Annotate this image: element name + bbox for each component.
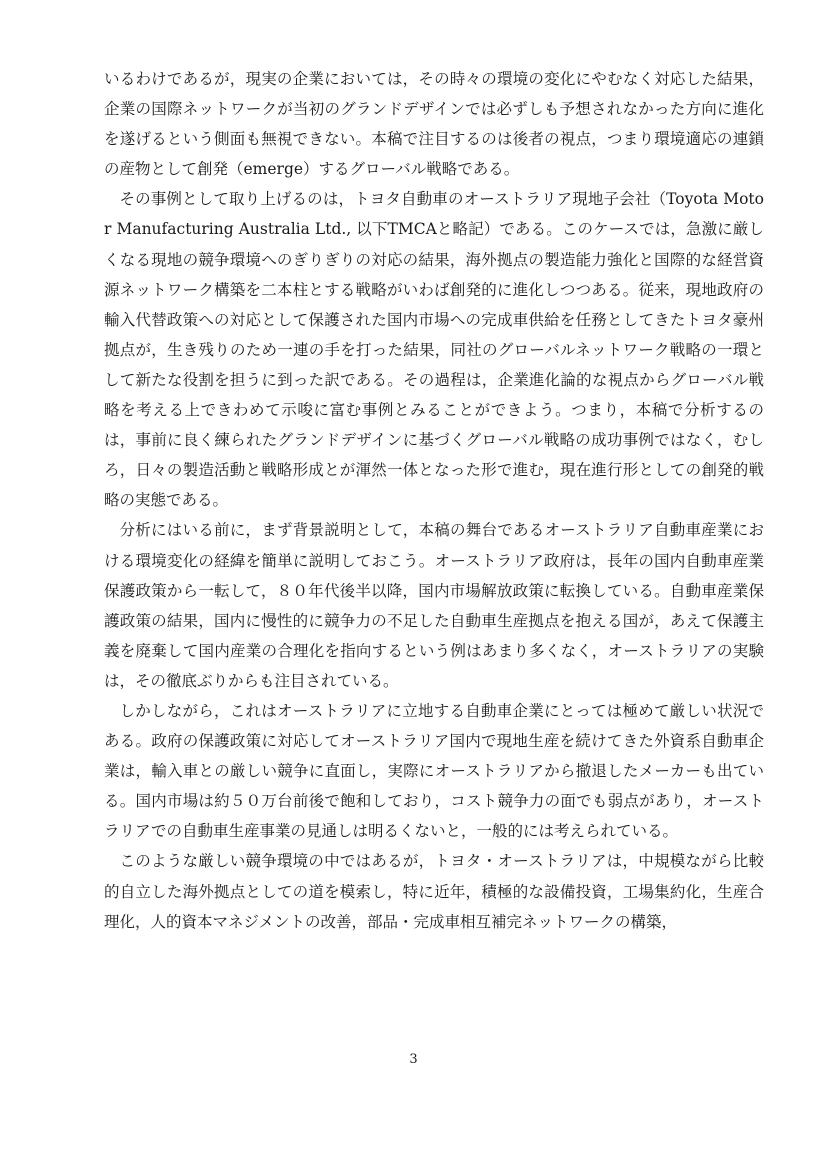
body-text — [104, 64, 764, 937]
paragraph-2: その事例として取り上げるのは，トヨタ自動車のオーストラリア現地子会社（Toyota Motor Manufacturing Australia Ltd., 以下TMCAと略記）である。このケースでは，急激に厳しくなる現地の競争環境へのぎりぎりの対応の結果，海外拠点の製造能力強化と国際的な経営資源ネットワーク構築を二本柱とする戦略がいわば創発的に進化しつつある。従来，現地政府の輸入代替政策への対応として保護された国内市場への完成車供給を任務としてきたトヨタ豪州拠点が，生き残りのため一連の手を打った結果，同社のグローバルネットワーク戦略の一環として新たな役割を担うに到った訳である。その過程は，企業進化論的な視点からグローバル戦略を考える上できわめて示唆に富む事例とみることができよう。つまり，本稿で分析するのは，事前に良く練られたグランドデザインに基づくグローバル戦略の成功事例ではなく，むしろ，日々の製造活動と戦略形成とが渾然一体となった形で進む，現在進行形としての創発的戦略の実態である。 — [104, 190, 764, 510]
paragraph-4: しかしながら，これはオーストラリアに立地する自動車企業にとっては極めて厳しい状況である。政府の保護政策に対応してオーストラリア国内で現地生産を続けてきた外資系自動車企業は，輸入車との厳しい競争に直面し，実際にオーストラリアから撤退したメーカーも出ている。国内市場は約５０万台前後で飽和しており，コスト競争力の面でも弱点があり，オーストラリアでの自動車生産事業の見通しは明るくないと，一般的には考えられている。 — [104, 701, 764, 841]
page-number: 3 — [409, 1052, 418, 1067]
paragraph-1: いるわけであるが，現実の企業においては，その時々の環境の変化にやむなく対応した結果，企業の国際ネットワークが当初のグランドデザインでは必ずしも予想されなかった方向に進化を遂げるという側面も無視できない。本稿で注目するのは後者の視点，つまり環境適応の連鎖の産物として創発（emerge）するグローバル戦略である。 — [104, 70, 764, 179]
paragraph-5: このような厳しい競争環境の中ではあるが，トヨタ・オーストラリアは，中規模ながら比較的自立した海外拠点としての道を模索し，特に近年，積極的な設備投資，工場集約化，生産合理化，人的資本マネジメントの改善，部品・完成車相互補完ネットワークの構築， — [104, 852, 764, 931]
paragraph-3: 分析にはいる前に，まず背景説明として，本稿の舞台であるオーストラリア自動車産業における環境変化の経緯を簡単に説明しておこう。オーストラリア政府は，長年の国内自動車産業保護政策から一転して，８０年代後半以降，国内市場解放政策に転換している。自動車産業保護政策の結果，国内に慢性的に競争力の不足した自動車生産拠点を抱える国が，あえて保護主義を廃棄して国内産業の合理化を指向するという例はあまり多くなく，オーストラリアの実験は，その徹底ぶりからも注目されている。 — [104, 521, 764, 690]
